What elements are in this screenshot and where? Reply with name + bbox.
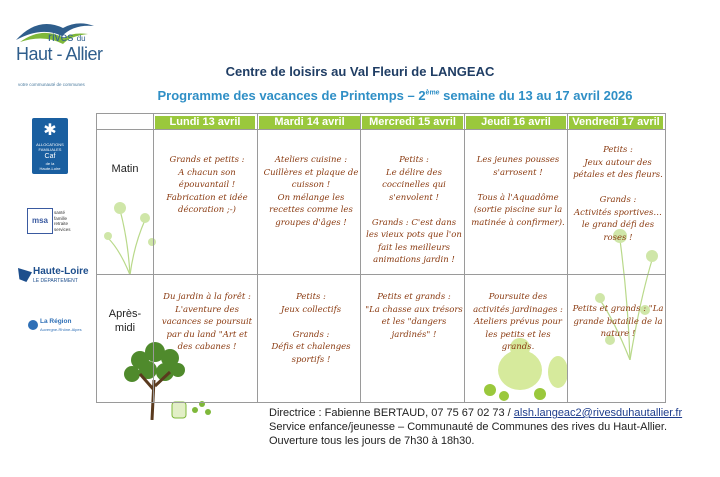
logo-text-haut-allier: Haut - Allier bbox=[16, 44, 103, 64]
row-label-afternoon: Après- midi bbox=[108, 308, 142, 334]
activity-cell: Petits : Le délire des coccinelles qui s'envolent ! Grands : C'est dans les vieux pots que l'on fait les meilleurs animations jardin ! bbox=[366, 155, 462, 265]
activity-cell: Du jardin à la forêt : L'aventure des vacances se poursuit par du land "Art et des cabanes ! bbox=[161, 292, 253, 352]
activity-cell: Poursuite des activités jardinages : Ateliers prévus pour les petits et les grands. bbox=[473, 292, 563, 352]
caf-logo: ✱ ALLOCATIONS FAMILIALES Caf de la Haute-Loire bbox=[32, 118, 68, 174]
activity-cell: Petits : Jeux collectifs Grands : Défis et chalenges sportifs ! bbox=[271, 292, 351, 365]
logo-subtitle: votre communauté de communes bbox=[18, 82, 85, 87]
hours-line: Ouverture tous les jours de 7h30 à 18h30. bbox=[269, 435, 475, 447]
email-link[interactable]: alsh.langeac2@rivesduhautallier.fr bbox=[513, 407, 683, 419]
day-header-friday: Vendredi 17 avril bbox=[569, 116, 663, 129]
region-dot-icon bbox=[28, 320, 38, 330]
row-label-morning: Matin bbox=[111, 163, 139, 175]
activity-cell: Ateliers cuisine : Cuillères et plaque de cuisson ! On mélange les recettes comme les groupes d'âges ! bbox=[263, 155, 359, 228]
day-header-thursday: Jeudi 16 avril bbox=[466, 116, 566, 129]
region-logo: La Région Auvergne-Rhône-Alpes bbox=[28, 318, 92, 340]
day-header-wednesday: Mercredi 15 avril bbox=[362, 116, 463, 129]
activity-cell: Petits et grands : "La grande bataille de la nature ! bbox=[572, 304, 664, 339]
service-line: Service enfance/jeunesse – Communauté de Communes des rives du Haut-Allier. bbox=[269, 421, 668, 433]
activity-cell: Les jeunes pousses s'arrosent ! Tous à l'Aquadôme (sortie piscine sur la matinée à confirmer). bbox=[471, 155, 565, 228]
haute-loire-map-icon bbox=[18, 268, 32, 282]
msa-logo: msa santé famille retraite services bbox=[27, 206, 91, 234]
activity-cell: Petits et grands : "La chasse aux trésors et les "dangers jardinés" ! bbox=[365, 292, 463, 340]
caf-star-icon: ✱ bbox=[43, 122, 57, 139]
director-line: Directrice : Fabienne BERTAUD, 07 75 67 02 73 / alsh.langeac2@rivesduhautallier.fr bbox=[269, 407, 683, 419]
activity-cell: Petits : Jeux autour des pétales et des fleurs. Grands : Activités sportives… le grand défi des roses ! bbox=[573, 145, 663, 243]
haute-loire-logo: Haute-Loire LE DÉPARTEMENT bbox=[18, 266, 90, 288]
page-subtitle: Programme des vacances de Printemps – 2ème semaine du 13 au 17 avril 2026 bbox=[157, 88, 633, 103]
day-header-tuesday: Mardi 14 avril bbox=[259, 116, 360, 129]
page-title: Centre de loisirs au Val Fleuri de LANGEAC bbox=[225, 64, 495, 79]
activity-cell: Grands et petits : A chacun son épouvantail ! Fabrication et idée décoration ;-) bbox=[166, 155, 248, 215]
day-header-monday: Lundi 13 avril bbox=[155, 116, 255, 129]
contact-footer bbox=[269, 406, 709, 448]
logo-text-rives: rives du bbox=[48, 30, 86, 44]
